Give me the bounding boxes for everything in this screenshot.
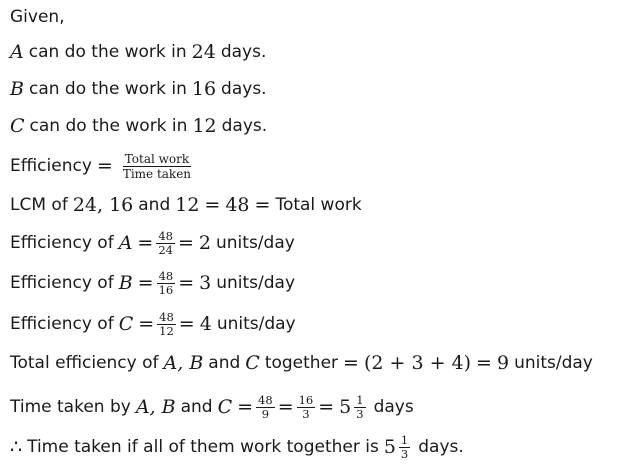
statement-c-text: can do the work in xyxy=(29,116,188,136)
equals-sign: = xyxy=(277,396,294,418)
unit-label: units/day xyxy=(216,273,296,293)
fraction-numerator: Total work xyxy=(124,152,190,166)
mixed-number xyxy=(384,434,413,461)
and-label: and xyxy=(180,397,213,417)
lcm-result: 48 xyxy=(225,194,250,216)
var-b: B xyxy=(118,272,133,294)
fraction-numerator: 1 xyxy=(356,393,364,407)
var-c: C xyxy=(217,396,233,418)
mixed-fraction xyxy=(399,434,410,461)
efficiency-b-fraction xyxy=(157,270,176,297)
statement-b xyxy=(10,80,267,99)
var-a: A xyxy=(10,41,24,63)
unit-b: days. xyxy=(221,79,267,99)
efficiency-of-label: Efficiency of xyxy=(10,273,114,293)
therefore-symbol: ∴ xyxy=(10,436,23,458)
equals-sign: = xyxy=(343,352,359,374)
total-efficiency-label: Total efficiency of xyxy=(10,353,159,373)
unit-label: units/day xyxy=(216,233,295,253)
fraction-denominator: 3 xyxy=(400,447,409,461)
equals-sign: = xyxy=(476,352,492,374)
mixed-whole: 5 xyxy=(383,436,396,458)
unit-c: days. xyxy=(221,116,268,136)
time-taken-label: Time taken by xyxy=(10,397,131,417)
efficiency-formula-line xyxy=(10,152,196,181)
fraction-numerator: 1 xyxy=(400,433,409,447)
efficiency-c-fraction xyxy=(157,311,176,338)
fraction-denominator: 9 xyxy=(261,407,270,421)
statement-a xyxy=(10,43,266,62)
total-efficiency-value: 9 xyxy=(496,352,510,374)
fraction-denominator: 3 xyxy=(356,407,364,421)
efficiency-of-label: Efficiency of xyxy=(10,314,114,334)
unit-label: units/day xyxy=(514,353,593,373)
fraction-numerator: 48 xyxy=(159,310,174,324)
efficiency-b-value: 3 xyxy=(199,272,212,294)
time-taken-line xyxy=(10,394,414,421)
days-b: 16 xyxy=(191,78,217,100)
mixed-whole: 5 xyxy=(339,396,352,418)
total-efficiency-line xyxy=(10,354,593,373)
lcm-line xyxy=(10,196,362,215)
lcm-values: 24, 16 xyxy=(72,194,134,216)
fraction-numerator: 16 xyxy=(298,393,314,407)
equals-sign: = xyxy=(178,313,195,335)
fraction-numerator: 48 xyxy=(158,229,173,243)
fraction-denominator: 12 xyxy=(159,324,174,338)
lcm-value-3: 12 xyxy=(175,194,200,216)
equals-sign: = xyxy=(237,396,254,418)
given-line xyxy=(10,9,65,26)
together-label: together xyxy=(264,353,339,373)
and-label: and xyxy=(208,353,241,373)
mixed-number xyxy=(339,394,368,421)
var-b: B xyxy=(10,78,24,100)
conclusion-text: Time taken if all of them work together is xyxy=(27,437,379,457)
days-c: 12 xyxy=(192,115,217,137)
equals-sign: = xyxy=(96,155,113,177)
efficiency-b-line xyxy=(10,270,295,297)
unit-label: days xyxy=(373,397,414,417)
days-a: 24 xyxy=(191,41,216,63)
lcm-suffix: Total work xyxy=(275,195,362,215)
var-c: C xyxy=(245,352,260,374)
fraction-numerator: 48 xyxy=(158,269,174,283)
lcm-label: LCM of xyxy=(10,195,68,215)
mixed-fraction xyxy=(354,394,365,421)
efficiency-a-fraction xyxy=(156,230,175,257)
vars-ab: A, B xyxy=(135,396,176,418)
efficiency-label: Efficiency xyxy=(10,156,92,176)
sum-expression: (2 + 3 + 4) xyxy=(363,352,472,374)
vars-ab: A, B xyxy=(163,352,204,374)
unit-label: units/day xyxy=(216,314,296,334)
equals-sign: = xyxy=(254,194,271,216)
statement-c xyxy=(10,117,267,136)
statement-b-text: can do the work in xyxy=(28,79,187,99)
unit-label: days. xyxy=(418,437,464,457)
equals-sign: = xyxy=(137,272,154,294)
efficiency-c-value: 4 xyxy=(199,313,212,335)
equals-sign: = xyxy=(138,313,155,335)
equals-sign: = xyxy=(204,194,221,216)
efficiency-a-value: 2 xyxy=(198,232,211,254)
unit-a: days. xyxy=(220,42,267,62)
efficiency-c-line xyxy=(10,311,296,338)
time-fraction-2 xyxy=(297,394,316,421)
given-label: Given, xyxy=(10,7,65,27)
conclusion-line xyxy=(10,434,464,461)
efficiency-fraction xyxy=(121,152,193,181)
fraction-denominator: Time taken xyxy=(122,167,192,181)
statement-a-text: can do the work in xyxy=(28,42,187,62)
fraction-denominator: 16 xyxy=(158,283,174,297)
var-c: C xyxy=(118,313,134,335)
equals-sign: = xyxy=(177,232,194,254)
time-fraction-1 xyxy=(256,394,275,421)
var-a: A xyxy=(118,232,133,254)
fraction-numerator: 48 xyxy=(258,393,273,407)
equals-sign: = xyxy=(178,272,195,294)
efficiency-a-line xyxy=(10,230,295,257)
equals-sign: = xyxy=(137,232,154,254)
equals-sign: = xyxy=(318,396,335,418)
fraction-denominator: 24 xyxy=(158,243,173,257)
lcm-and: and xyxy=(138,195,171,215)
var-c: C xyxy=(10,115,25,137)
fraction-denominator: 3 xyxy=(302,407,310,421)
efficiency-of-label: Efficiency of xyxy=(10,233,114,253)
